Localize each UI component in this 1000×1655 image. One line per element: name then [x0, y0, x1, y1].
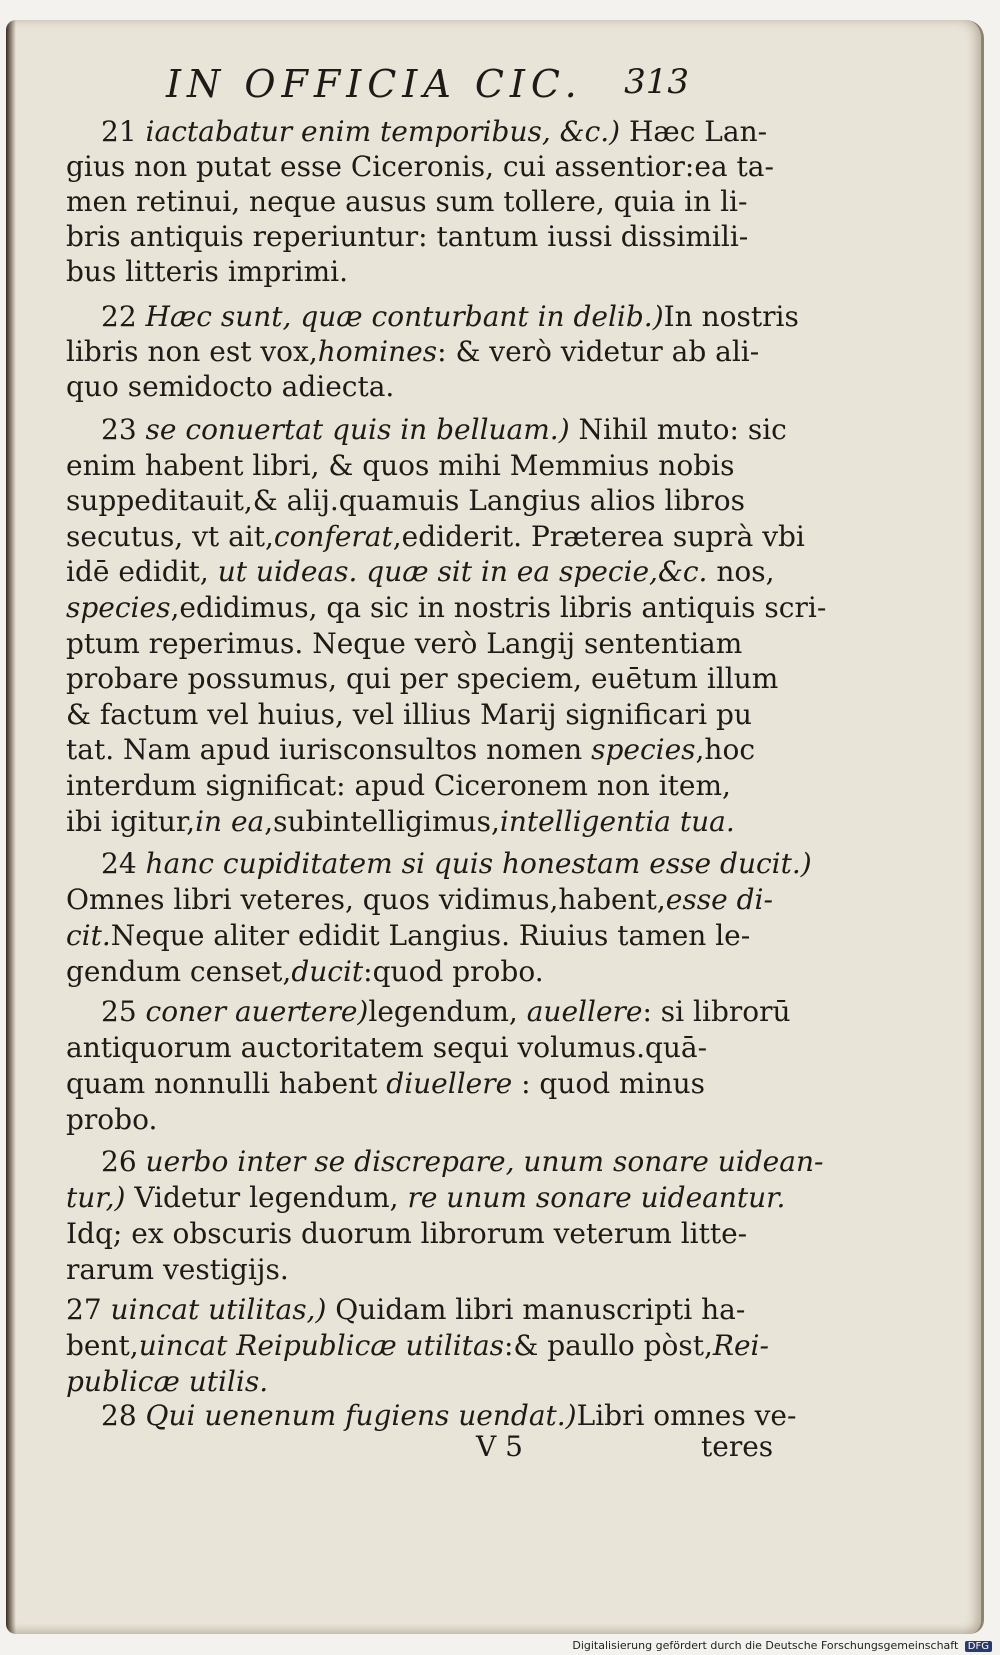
text-line: bent,uincat Reipublicæ utilitas:& paullo pòst,Rei- [66, 1329, 769, 1362]
digitization-credit [572, 1639, 992, 1652]
text-line: species,edidimus, qa sic in nostris libris antiquis scri- [66, 591, 827, 624]
text-line: Idq; ex obscuris duorum librorum veterum litte- [66, 1217, 748, 1250]
text-line: bus litteris imprimi. [66, 255, 348, 288]
text-line: bris antiquis reperiuntur: tantum iussi dissimili- [66, 220, 749, 253]
page-text [6, 20, 981, 1634]
text-line: gius non putat esse Ciceronis, cui assentior:ea ta- [66, 150, 774, 183]
text-line: antiquorum auctoritatem sequi volumus.quā- [66, 1031, 708, 1064]
book-page [6, 20, 984, 1634]
text-line: enim habent libri, & quos mihi Memmius nobis [66, 449, 735, 482]
page-footer [476, 1430, 774, 1463]
signature-mark: V 5 [476, 1430, 523, 1463]
text-line: idē edidit, ut uideas. quæ sit in ea specie,&c. nos, [66, 555, 775, 588]
text-line: 22 Hæc sunt, quæ conturbant in delib.)In nostris [101, 300, 799, 333]
text-line: Omnes libri veteres, quos vidimus,habent,esse di- [66, 883, 773, 916]
page-number: 313 [624, 62, 689, 102]
text-line: 24 hanc cupiditatem si quis honestam esse ducit.) [101, 847, 812, 880]
text-line: 21 iactabatur enim temporibus, &c.) Hæc Lan- [101, 115, 768, 148]
text-line: libris non est vox,homines: & verò videtur ab ali- [66, 335, 760, 368]
text-line: probo. [66, 1103, 158, 1136]
text-line: interdum significat: apud Ciceronem non item, [66, 769, 731, 802]
text-line: 25 coner auertere)legendum, auellere: si librorū [101, 995, 791, 1028]
text-line: cit.Neque aliter edidit Langius. Riuius tamen le- [66, 919, 751, 952]
text-line: probare possumus, qui per speciem, euētum illum [66, 662, 779, 695]
running-title: IN OFFICIA CIC. [166, 62, 583, 106]
text-line: publicæ utilis. [66, 1365, 269, 1398]
text-line: 28 Qui uenenum fugiens uendat.)Libri omnes ve- [101, 1399, 797, 1432]
text-line: tur,) Videtur legendum, re unum sonare uideantur. [66, 1181, 786, 1214]
text-line: & factum vel huius, vel illius Marij significari pu [66, 698, 752, 731]
text-line: ibi igitur,in ea,subintelligimus,intelligentia tua. [66, 805, 735, 838]
text-line: secutus, vt ait,conferat,ediderit. Præterea suprà vbi [66, 520, 805, 553]
text-line: rarum vestigijs. [66, 1253, 289, 1286]
dfg-logo: DFG [965, 1641, 992, 1652]
catchword: teres [701, 1430, 774, 1463]
text-line: tat. Nam apud iurisconsultos nomen species,hoc [66, 733, 756, 766]
credit-text: Digitalisierung gefördert durch die Deutsche Forschungsgemeinschaft [572, 1639, 959, 1652]
text-line: 26 uerbo inter se discrepare, unum sonare uidean- [101, 1145, 824, 1178]
text-line: gendum censet,ducit:quod probo. [66, 955, 544, 988]
text-line: ptum reperimus. Neque verò Langij sententiam [66, 627, 743, 660]
text-line: quo semidocto adiecta. [66, 370, 395, 403]
text-line: suppeditauit,& alij.quamuis Langius alios libros [66, 484, 745, 517]
text-line: 23 se conuertat quis in belluam.) Nihil muto: sic [101, 413, 787, 446]
text-line: quam nonnulli habent diuellere : quod minus [66, 1067, 706, 1100]
text-line: 27 uincat utilitas,) Quidam libri manuscripti ha- [66, 1293, 746, 1326]
text-line: men retinui, neque ausus sum tollere, quia in li- [66, 185, 748, 218]
